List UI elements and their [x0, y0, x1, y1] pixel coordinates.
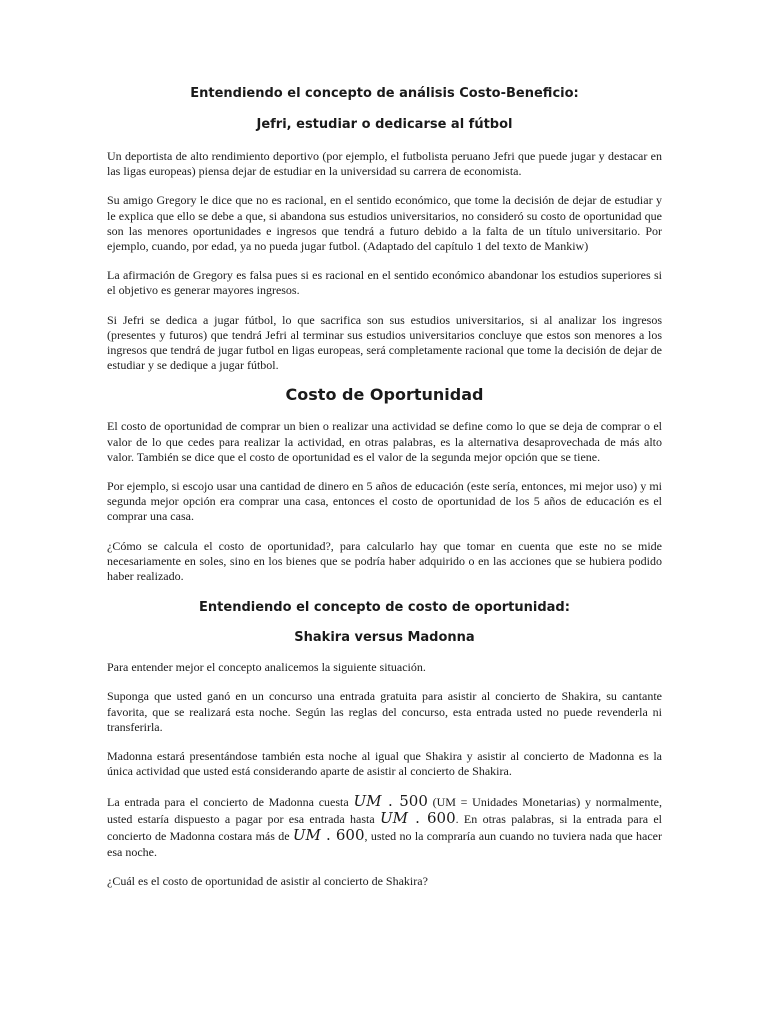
text-run: , usted no la compraría aun cuando no tuviera nada que hacer esa noche.: [107, 829, 662, 860]
document-page: [107, 86, 662, 890]
section-title-cost-benefit: Entendiendo el concepto de análisis Costo-Beneficio:: [190, 86, 579, 101]
text-run: . En otras palabras, si la entrada para el concierto de Madonna costara más de: [107, 812, 663, 844]
paragraph: Un deportista de alto rendimiento deportivo (por ejemplo, el futbolista peruano Jefri que puede jugar y destacar en las ligas europeas) piensa dejar de estudiar en la universidad su carrera de economista.: [107, 149, 662, 179]
paragraph: Su amigo Gregory le dice que no es racional, en el sentido económico, que tome la decisión de dejar de estudiar y le explica que ello se debe a que, si abandona sus estudios universitarios, no consideró su costo de oportunidad que son las menores oportunidades e ingresos que tendrá a futuro debido a la falta de un título universitario. Por ejemplo, cuando, por edad, ya no pueda jugar futbol. (Adaptado del capítulo 1 del texto de Mankiw): [107, 193, 662, 254]
paragraph: Madonna estará presentándose también esta noche al igual que Shakira y asistir al concierto de Madonna es la única actividad que usted está considerando aparte de asistir al concierto de Shakira.: [107, 749, 662, 779]
section-title-opportunity-concept: Entendiendo el concepto de costo de oportunidad:: [199, 600, 570, 616]
paragraph: Si Jefri se dedica a jugar fútbol, lo que sacrifica son sus estudios universitarios, si al analizar los ingresos (presentes y futuros) que tendrá Jefri al terminar sus estudios universitarios concluye que estos son menores a los ingresos que tendrá de jugar futbol en ligas europeas, será completamente racional que tome la decisión de dejar de estudiar y se dedique a jugar fútbol.: [107, 312, 662, 373]
paragraph: Suponga que usted ganó en un concurso una entrada gratuita para asistir al concierto de Shakira, su cantante favorita, que se realizará esta noche. Según las reglas del concurso, esta entrada usted no puede revenderla ni transferirla.: [107, 689, 662, 734]
price-paragraph: [107, 793, 662, 860]
paragraph: Para entender mejor el concepto analicemos la siguiente situación.: [107, 660, 426, 675]
paragraph: La afirmación de Gregory es falsa pues si es racional en el sentido económico abandonar los estudios superiores si el objetivo es generar mayores ingresos.: [107, 268, 662, 298]
paragraph: El costo de oportunidad de comprar un bien o realizar una actividad se define como lo que se deja de comprar o el valor de lo que cedes para realizar la actividad, en otras palabras, es la alternativa desaprovechada de más alto valor. También se dice que el costo de oportunidad es el valor de la segunda mejor opción que se tiene.: [107, 419, 662, 464]
question-paragraph: ¿Cuál es el costo de oportunidad de asistir al concierto de Shakira?: [107, 874, 428, 889]
math-price-500: UM . 500: [353, 792, 428, 811]
math-price-600: UM . 600: [380, 809, 456, 828]
section-subtitle-jefri: Jefri, estudiar o dedicarse al fútbol: [256, 117, 513, 132]
math-price-600-limit: UM . 600: [292, 826, 365, 845]
text-run: La entrada para el concierto de Madonna cuesta: [107, 795, 354, 810]
paragraph: ¿Cómo se calcula el costo de oportunidad?, para calcularlo hay que tomar en cuenta que este no se mide necesariamente en soles, sino en los bienes que se podría haber adquirido o en las acciones que se hubiera podido haber realizado.: [107, 538, 662, 584]
section-subtitle-shakira-madonna: Shakira versus Madonna: [294, 630, 475, 646]
text-run: (UM = Unidades Monetarias) y normalmente, usted estaría dispuesto a pagar por esa entrada hasta: [107, 795, 662, 827]
section-title-opportunity-cost: Costo de Oportunidad: [285, 385, 484, 405]
paragraph: Por ejemplo, si escojo usar una cantidad de dinero en 5 años de educación (este sería, entonces, mi mejor uso) y mi segunda mejor opción era comprar una casa, entonces el costo de oportunidad de los 5 años de educación es el comprar una casa.: [107, 479, 662, 524]
